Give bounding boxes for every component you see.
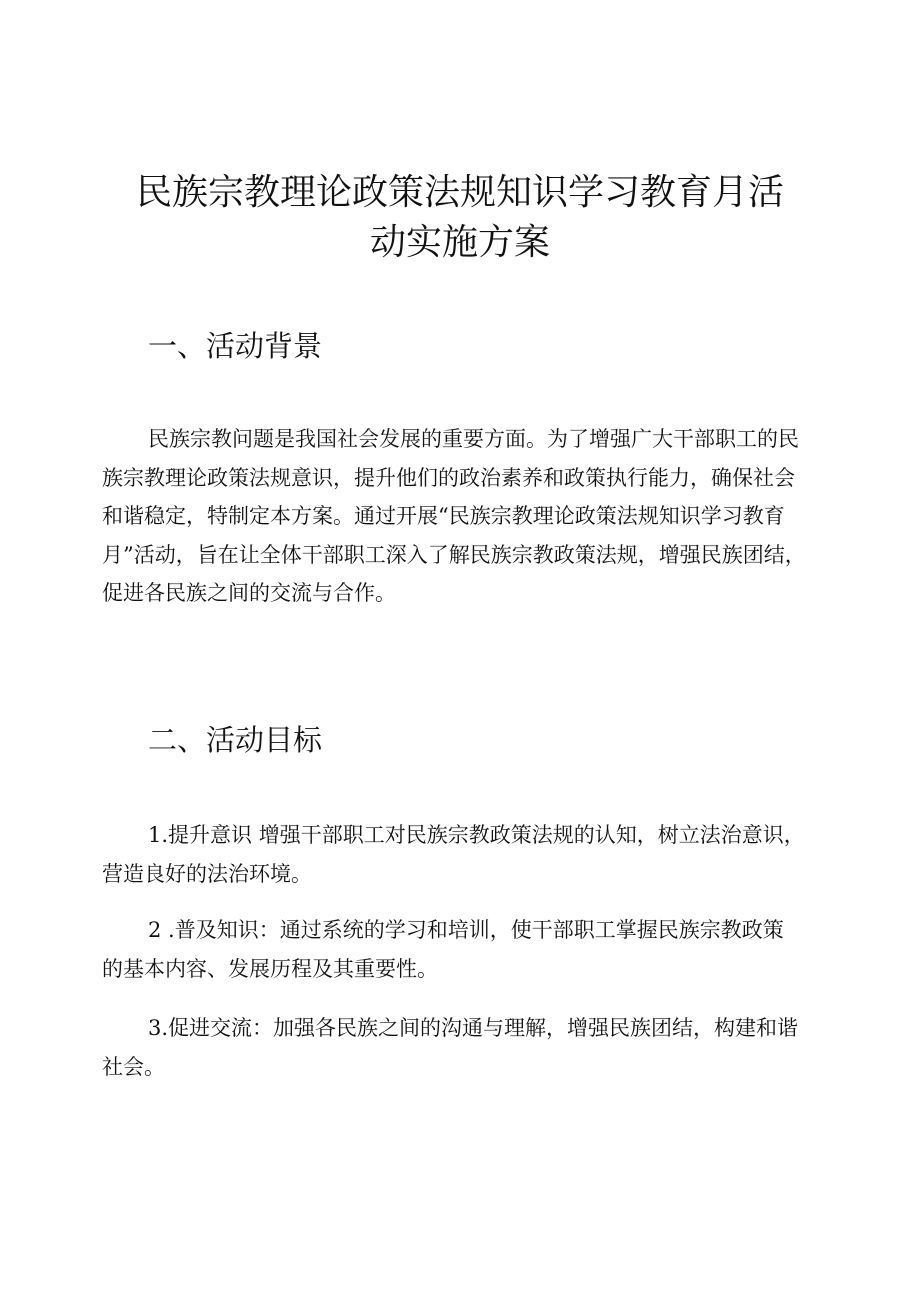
title-line-1: 民族宗教理论政策法规知识学习教育月活 bbox=[135, 172, 784, 213]
goal-item-2 bbox=[102, 911, 822, 988]
paragraph-line: 和谐稳定，特制定本方案。通过开展“民族宗教理论政策法规知识学习教育 bbox=[102, 504, 785, 528]
section-heading-background: 一、活动背景 bbox=[148, 329, 323, 363]
goal-line: 3.促进交流：加强各民族之间的沟通与理解，增强民族团结，构建和谐 bbox=[148, 1016, 799, 1040]
title-line-2: 动实施方案 bbox=[369, 222, 550, 263]
goal-item-3 bbox=[102, 1009, 822, 1086]
background-paragraph bbox=[102, 420, 822, 613]
paragraph-line: 族宗教理论政策法规意识，提升他们的政治素养和政策执行能力，确保社会 bbox=[102, 465, 795, 490]
goal-line: 的基本内容、发展历程及其重要性。 bbox=[102, 956, 438, 981]
paragraph-line: 月”活动，旨在让全体干部职工深入了解民族宗教政策法规，增强民族团结， bbox=[102, 542, 806, 567]
goal-line: 2 .普及知识：通过系统的学习和培训，使干部职工掌握民族宗教政策 bbox=[148, 918, 784, 942]
section-heading-goals: 二、活动目标 bbox=[148, 723, 323, 757]
paragraph-line: 促进各民族之间的交流与合作。 bbox=[102, 581, 396, 605]
paragraph-line: 民族宗教问题是我国社会发展的重要方面。为了增强广大干部职工的民 bbox=[148, 427, 799, 451]
document-title bbox=[100, 168, 820, 268]
goal-item-1 bbox=[102, 816, 822, 893]
goal-line: 1.提升意识 增强干部职工对民族宗教政策法规的认知，树立法治意识， bbox=[148, 823, 805, 847]
goal-line: 社会。 bbox=[102, 1054, 165, 1079]
goal-line: 营造良好的法治环境。 bbox=[102, 861, 312, 886]
